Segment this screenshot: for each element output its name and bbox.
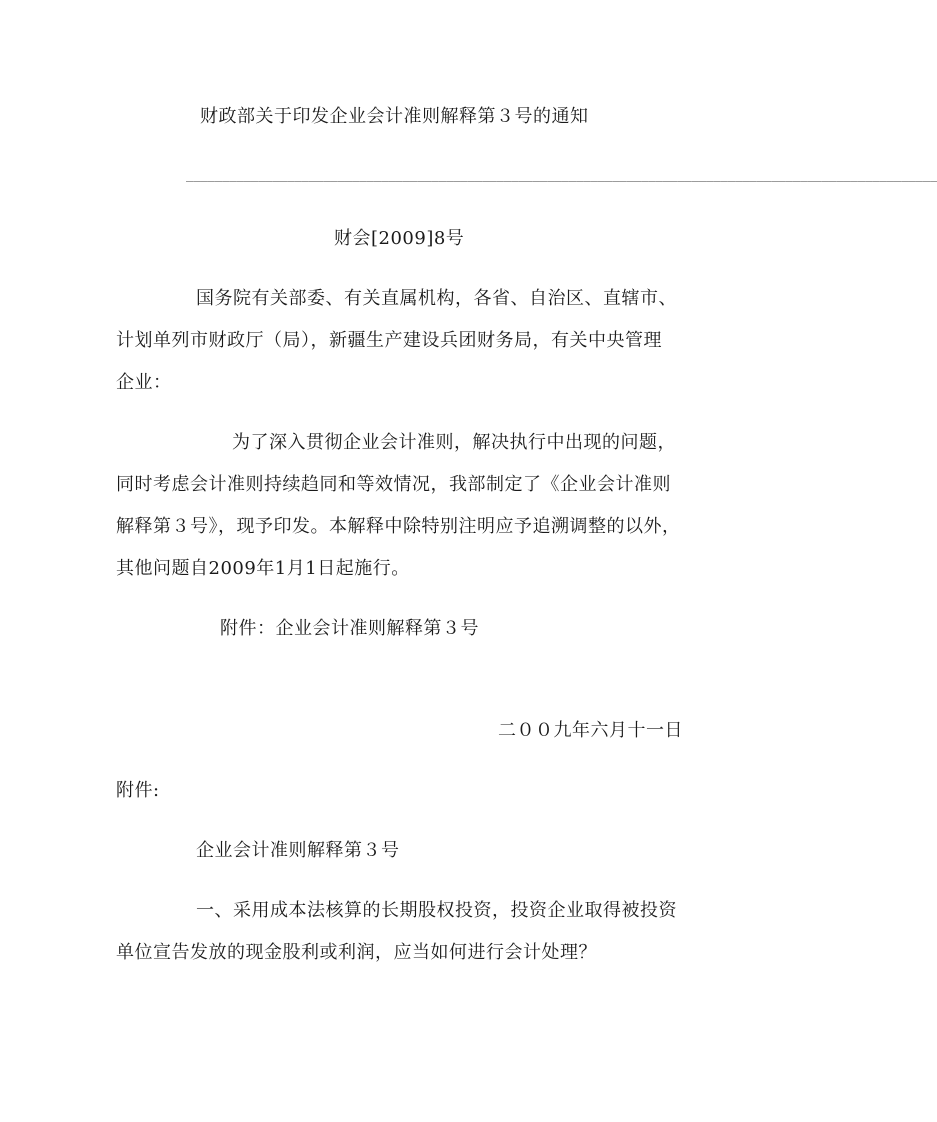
addressees-line-3: 企业： bbox=[116, 372, 172, 393]
addressees-line-1: 国务院有关部委、有关直属机构，各省、自治区、直辖市、 bbox=[196, 288, 677, 309]
body-line-4: 其他问题自2009年1月1日起施行。 bbox=[116, 558, 410, 579]
document-date: 二００九年六月十一日 bbox=[498, 720, 683, 741]
body-line-1: 为了深入贯彻企业会计准则，解决执行中出现的问题， bbox=[232, 432, 676, 453]
question-one-line-2: 单位宣告发放的现金股利或利润，应当如何进行会计处理？ bbox=[116, 942, 597, 963]
attachment-note: 附件：企业会计准则解释第３号 bbox=[220, 618, 479, 639]
document-title: 财政部关于印发企业会计准则解释第３号的通知 bbox=[200, 106, 589, 127]
body-line-2: 同时考虑会计准则持续趋同和等效情况，我部制定了《企业会计准则 bbox=[116, 474, 671, 495]
document-number: 财会[2009]8号 bbox=[334, 228, 465, 249]
addressees-line-2: 计划单列市财政厅（局），新疆生产建设兵团财务局，有关中央管理 bbox=[116, 330, 662, 351]
title-separator: ________________________________________________________________________________________________________ bbox=[186, 168, 937, 182]
attachment-label: 附件: bbox=[116, 780, 160, 801]
attachment-title: 企业会计准则解释第３号 bbox=[196, 840, 400, 861]
body-line-3: 解释第３号》，现予印发。本解释中除特别注明应予追溯调整的以外， bbox=[116, 516, 681, 537]
question-one-line-1: 一、采用成本法核算的长期股权投资，投资企业取得被投资 bbox=[196, 900, 677, 921]
